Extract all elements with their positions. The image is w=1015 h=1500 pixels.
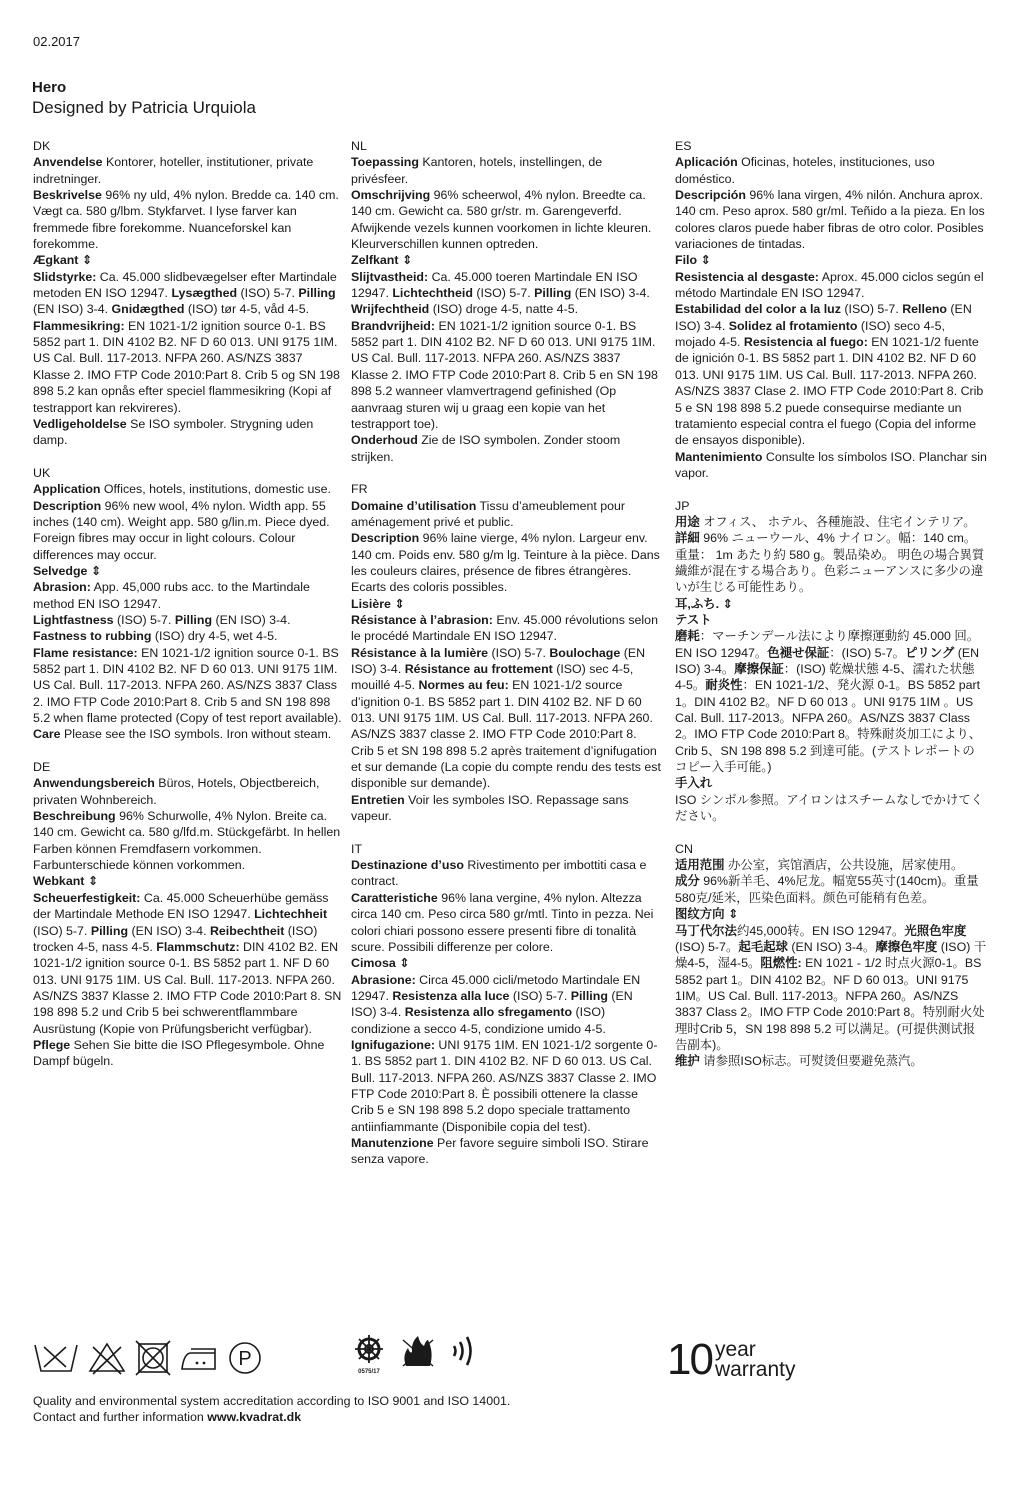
description-text: 96% lana virgen, 4% nilón. Anchura aprox. 140 cm. Peso aprox. 580 gr/ml. Teñido a la pieza. En los colores claros puede haber fibras de otro color. Posibles variaciones de tintadas. <box>675 188 985 252</box>
up-down-arrow-icon: ⇕ <box>81 253 93 268</box>
specs-paragraph <box>351 612 661 792</box>
application-label: Application <box>33 482 101 497</box>
care-paragraph <box>675 449 987 482</box>
light-text: (ISO) 5-7. <box>509 988 571 1003</box>
section-fr <box>351 481 661 824</box>
flame-label: Flammesikring: <box>33 318 125 333</box>
do-not-bleach-icon <box>87 1341 127 1375</box>
description-label: Description <box>351 531 420 546</box>
section-nl <box>351 138 661 465</box>
care-paragraph <box>33 1037 343 1070</box>
up-down-arrow-icon: ⇕ <box>722 596 733 611</box>
description-label: Descripción <box>675 188 746 203</box>
do-not-tumble-dry-icon <box>135 1340 171 1376</box>
specs-paragraph <box>33 579 343 726</box>
iron-low-heat-icon <box>179 1343 219 1373</box>
pilling-label: Relleno <box>902 302 947 317</box>
application-label: Anwendungsbereich <box>33 776 155 791</box>
selvedge-label: Selvedge <box>33 563 88 578</box>
application-label: Destinazione d’uso <box>351 858 464 873</box>
pilling-text: (EN ISO) 3-4. <box>212 612 291 627</box>
description-paragraph <box>351 890 661 955</box>
description-label: 詳細 <box>675 531 700 546</box>
contact-text: Contact and further information <box>33 1410 208 1424</box>
application-paragraph <box>33 775 343 808</box>
pilling-label: Pilling <box>570 988 608 1003</box>
application-paragraph <box>33 154 343 187</box>
abrasion-text: 约45,000转。EN ISO 12947。 <box>736 923 905 938</box>
abrasion-label: Abrasion: <box>33 580 91 595</box>
application-label: 用途 <box>675 514 700 529</box>
pilling-label: Pilling <box>298 286 336 301</box>
pilling-text: (EN ISO) 3-4. <box>675 302 972 333</box>
certification-symbols <box>352 1334 480 1375</box>
care-paragraph <box>351 792 661 825</box>
light-label: Resistenza alla luce <box>392 988 510 1003</box>
selvedge-paragraph <box>33 873 343 889</box>
rubbing-text: (ISO) tør 4-5, våd 4-5. <box>184 302 310 317</box>
abrasion-text: Env. 45.000 révolutions selon le procédé Martindale EN ISO 12947. <box>351 612 658 644</box>
light-text: (ISO) 5-7。 <box>675 939 739 954</box>
abrasion-text: ：マーチンデール法により摩擦運動約 45.000 回。EN ISO 12947。 <box>675 629 980 660</box>
application-text: Rivestimento per imbottiti casa e contract. <box>351 858 647 889</box>
flame-label: Flame resistance: <box>33 645 138 660</box>
light-text: (ISO) 5-7. <box>472 286 535 301</box>
application-label: Toepassing <box>351 155 419 170</box>
care-label: Onderhoud <box>351 433 418 448</box>
rubbing-label: Gnidægthed <box>111 302 185 317</box>
test-label: テスト <box>675 612 712 627</box>
language-code: DK <box>33 139 51 153</box>
care-label: Care <box>33 727 61 742</box>
care-paragraph <box>33 416 343 449</box>
description-paragraph <box>33 498 343 563</box>
flame-text: UNI 9175 1IM. EN 1021-1/2 sorgente 0-1. BS 5852 part 1. DIN 4102 B2. NF D 60 013. US Cal. Bull. 117-2013. NFPA 260. AS/NZS 3837 Classe 2. IMO FTP Code 2010:Part 8. È possibili ottenere la classe Crib 5 e SN 198 898 5.2 dopo speciale trattamento antiinfiammante (Disponibile copia del test). <box>351 1037 658 1134</box>
description-label: Description <box>33 498 102 513</box>
section-it <box>351 841 661 1168</box>
selvedge-paragraph <box>675 252 987 268</box>
light-label: 色褪せ保証 <box>767 645 830 660</box>
description-label: 成分 <box>675 874 700 889</box>
abrasion-label: Slijtvastheid: <box>351 269 429 284</box>
application-paragraph <box>351 857 661 890</box>
abrasion-label: Résistance à l’abrasion: <box>351 612 493 627</box>
pilling-label: Boulochage <box>549 645 621 660</box>
flame-label: Resistencia al fuego: <box>743 335 868 350</box>
application-label: Domaine d’utilisation <box>351 498 477 513</box>
flame-text: EN 1021-1/2 fuente de ignición 0-1. BS 5852 part 1. DIN 4102 B2. NF D 60 013. UNI 9175 1IM. US Cal. Bull. 117-2013. NFPA 260. AS/NZS 3837 Clase 2. IMO FTP Code 2010:Part 8. Crib 5 e SN 198 898 5.2 puede consequirse mediante un tratamiento especial contra el fuego (Copia del informe de ensayos disponible). <box>675 335 984 448</box>
abrasion-text: Ca. 45.000 Scheuerhübe gemäss der Martindale Methode EN ISO 12947. <box>33 890 329 922</box>
abrasion-label: Slidstyrke: <box>33 269 97 284</box>
selvedge-paragraph <box>351 955 661 971</box>
warranty-line-1: year <box>714 1338 756 1361</box>
section-dk <box>33 138 343 449</box>
section-uk <box>33 465 343 743</box>
warranty-text <box>715 1340 796 1380</box>
pilling-label: ピリング <box>904 645 955 660</box>
abrasion-text: Circa 45.000 cicli/metodo Martindale EN 12947. <box>351 972 641 1003</box>
pilling-label: Pilling <box>534 286 572 301</box>
application-paragraph <box>351 498 661 531</box>
selvedge-label: Ægkant <box>33 253 79 268</box>
selvedge-label: 图纹方向 <box>675 907 725 922</box>
selvedge-paragraph <box>675 906 987 922</box>
care-label: 手入れ <box>675 776 713 791</box>
column-2 <box>351 138 661 1184</box>
light-label: Lysægthed <box>171 286 238 301</box>
selvedge-label: 耳,ふち. <box>675 596 720 611</box>
wheel-mark-number: 0575/17 <box>358 1369 380 1375</box>
abrasion-label: 马丁代尔法 <box>675 923 737 938</box>
warranty-years: 10 <box>667 1335 712 1384</box>
selvedge-paragraph <box>351 252 661 268</box>
rubbing-label: Wrijfechtheid <box>351 302 430 317</box>
svg-text:P: P <box>238 1348 252 1370</box>
selvedge-paragraph <box>351 596 661 612</box>
contact-line <box>33 1409 510 1425</box>
application-text: 办公室，宾馆酒店，公共设施，居家使用。 <box>724 858 964 873</box>
language-code: CN <box>675 841 693 856</box>
application-text: オフィス、 ホテル、各種施設、住宅インテリア。 <box>699 514 976 529</box>
footer <box>33 1393 510 1425</box>
selvedge-label: Webkant <box>33 874 85 889</box>
flame-label: 耐炎性 <box>705 678 743 693</box>
flame-label: Ignifugazione: <box>351 1037 435 1052</box>
rubbing-label: Résistance au frottement <box>404 662 553 676</box>
care-text: Sehen Sie bitte die ISO Pflegesymbole. Ohne Dampf bügeln. <box>33 1037 325 1069</box>
description-paragraph <box>675 873 987 906</box>
rubbing-text: (ISO) seco 4-5, mojado 4-5. <box>675 318 945 350</box>
application-paragraph <box>33 481 343 497</box>
pilling-text: (EN ISO) 3-4. <box>571 286 650 301</box>
language-code: UK <box>33 465 51 480</box>
rubbing-text: ：(ISO) 乾燥状態 4-5、濡れた状態 4-5。 <box>675 662 975 693</box>
care-text: Voir les symboles ISO. Repassage sans vapeur. <box>351 792 629 824</box>
care-paragraph <box>351 1135 661 1168</box>
section-es <box>675 138 987 481</box>
light-label: Résistance à la lumière <box>351 645 489 660</box>
language-code: NL <box>351 139 367 153</box>
application-text: Kantoren, hotels, instellingen, de privésfeer. <box>351 155 603 186</box>
marine-wheel-mark-icon <box>352 1334 386 1364</box>
date-label: 02.2017 <box>33 34 80 49</box>
section-jp <box>675 498 987 825</box>
light-text: ：(ISO) 5-7。 <box>829 645 905 660</box>
pilling-text: (EN ISO) 3-4. <box>351 988 633 1020</box>
pilling-label: 起毛起球 <box>738 939 788 954</box>
acoustic-icon <box>450 1334 480 1368</box>
flame-label: Flammschutz: <box>156 939 240 954</box>
product-title: Hero <box>32 79 67 96</box>
rubbing-label: Fastness to rubbing <box>33 629 152 644</box>
language-code: JP <box>675 498 690 513</box>
section-de <box>33 759 343 1070</box>
rubbing-label: Resistenza allo sfregamento <box>404 1005 573 1020</box>
pilling-text: (EN ISO) 3-4. <box>33 302 112 317</box>
rubbing-label: Solidez al frotamiento <box>728 318 858 333</box>
care-label: Manutenzione <box>351 1135 434 1150</box>
description-text: 96% Schurwolle, 4% Nylon. Breite ca. 140 cm. Gewicht ca. 580 g/lfd.m. Stückgefärbt. In hellen Farben können Fremdfasern vorkommen. Farbunterschiede können vorkommen. <box>33 809 341 873</box>
description-paragraph <box>351 187 661 252</box>
pilling-text: (EN ISO) 3-4。 <box>675 645 980 676</box>
care-paragraph <box>33 726 343 742</box>
application-text: Kontorer, hoteller, institutioner, private indretninger. <box>33 155 314 186</box>
care-symbols <box>33 1338 263 1378</box>
care-paragraph <box>675 1053 987 1069</box>
pilling-label: Pilling <box>174 612 213 627</box>
dry-clean-p-icon <box>227 1340 263 1376</box>
care-text: Zie de ISO symbolen. Zonder stoom strijken. <box>351 433 621 464</box>
description-paragraph <box>33 808 343 873</box>
pilling-text: (EN ISO) 3-4。 <box>787 939 876 954</box>
selvedge-paragraph <box>33 563 343 579</box>
light-label: Lichtechheit <box>254 907 328 922</box>
application-paragraph <box>675 514 987 530</box>
application-paragraph <box>675 857 987 873</box>
light-text: (ISO) 5-7. <box>840 302 903 317</box>
flame-retardant-icon <box>400 1334 436 1368</box>
light-text: (ISO) 5-7. <box>237 286 299 301</box>
specs-paragraph <box>351 269 661 432</box>
application-label: Aplicación <box>675 155 738 170</box>
selvedge-paragraph <box>33 252 343 268</box>
test-heading <box>675 612 987 628</box>
specs-paragraph <box>33 890 343 1037</box>
description-label: Beschreibung <box>33 809 116 824</box>
description-paragraph <box>675 530 987 595</box>
selvedge-label: Zelfkant <box>351 253 399 268</box>
description-paragraph <box>351 530 661 595</box>
section-cn <box>675 841 987 1070</box>
up-down-arrow-icon: ⇕ <box>90 563 102 578</box>
up-down-arrow-icon: ⇕ <box>728 907 739 922</box>
light-text: (ISO) 5-7. <box>33 923 91 938</box>
flame-text: DIN 4102 B2. EN 1021-1/2 ignition source 0-1. BS 5852 part 1. NF D 60 013. UNI 9175 1IM. US Cal. Bull. 117-2013. NFPA 260. AS/NZS 3837 Klasse 2. IMO FTP Code 2010:Part 8. SN 198 898 5.2 und Crib 5 bei schwerentflammbare Ausrüstung (Kopie von Prüfungsbericht verfügbar). <box>33 939 342 1036</box>
light-label: Lichtechtheid <box>392 286 473 301</box>
language-code: FR <box>351 482 368 497</box>
do-not-wash-icon <box>33 1341 79 1375</box>
light-label: 光照色牢度 <box>904 923 967 938</box>
rubbing-text: (ISO) condizione a secco 4-5, condizione umido 4-5. <box>351 1005 606 1036</box>
up-down-arrow-icon: ⇕ <box>394 596 405 611</box>
rubbing-text: (ISO) droge 4-5, natte 4-5. <box>429 302 579 317</box>
specs-paragraph <box>351 972 661 1135</box>
description-text: 96% laine vierge, 4% nylon. Largeur env. 140 cm. Poids env. 580 g/m lg. Teinture à la pièce. Dans les couleurs claires, présence de fibres étrangères. Ecarts des coloris possibles. <box>351 531 660 595</box>
abrasion-text: Ca. 45.000 slidbevægelser efter Martindale metoden EN ISO 12947. <box>33 269 337 301</box>
up-down-arrow-icon: ⇕ <box>401 253 413 268</box>
description-label: Caratteristiche <box>351 890 438 905</box>
flame-label: Brandvrijheid: <box>351 318 435 333</box>
application-text: Offices, hotels, institutions, domestic use. <box>100 482 331 497</box>
application-text: Oficinas, hoteles, instituciones, uso doméstico. <box>675 155 935 186</box>
description-text: 96%新羊毛、4%尼龙。幅宽55英寸(140cm)。重量580克/延米，匹染色面料。颜色可能稍有色差。 <box>675 874 979 905</box>
designer-subtitle: Designed by Patricia Urquiola <box>32 98 256 117</box>
accreditation-text: Quality and environmental system accreditation according to ISO 9001 and ISO 14001. <box>33 1394 511 1408</box>
pilling-text: (EN ISO) 3-4. <box>351 645 646 676</box>
application-paragraph <box>351 154 661 187</box>
description-text: 96% ny uld, 4% nylon. Bredde ca. 140 cm. Vægt ca. 580 g/lbm. Stykfarvet. I lyse farver kan fremmede fibre forekomme. Nuanceforskel kan forekomme. <box>33 188 339 252</box>
up-down-arrow-icon: ⇕ <box>399 956 410 971</box>
rubbing-label: 摩擦保証 <box>734 662 784 676</box>
abrasion-label: Scheuerfestigkeit: <box>33 890 141 905</box>
application-label: Anvendelse <box>33 155 103 170</box>
application-text: Büros, Hotels, Objectbereich, privaten Wohnbereich. <box>33 776 320 807</box>
flame-text: EN 1021-1/2 ignition source 0-1. BS 5852 part 1. DIN 4102 B2. NF D 60 013. UNI 9175 1IM. US Cal. Bull. 117-2013. NFPA 260. AS/NZS 3837 Class 2. IMO FTP Code 2010:Part 8. Crib 5 and SN 198 898 5.2 when flame protected (Copy of test report available). <box>33 645 342 726</box>
abrasion-text: Ca. 45.000 toeren Martindale EN ISO 12947. <box>351 269 638 301</box>
care-text: Per favore seguire simboli ISO. Stirare senza vapore. <box>351 1135 649 1167</box>
warranty-line-2: warranty <box>714 1358 796 1381</box>
flame-text: EN 1021-1/2 ignition source 0-1. BS 5852 part 1. DIN 4102 B2. NF D 60 013. UNI 9175 1IM. US Cal. Bull. 117-2013. NFPA 260. AS/NZS 3837 Klasse 2. IMO FTP Code 2010:Part 8. Crib 5 en SN 198 898 5.2 wanneer vlamvertragend gefinished (Op aanvraag sturen wij u graag een kopie van het testrapport toe). <box>351 318 658 431</box>
flame-text: EN 1021 - 1/2 时点火源0-1。BS 5852 part 1。DIN 4102 B2。NF D 60 013。UNI 9175 1IM。US Cal. Bull. 117-2013。NFPA 260。AS/NZS 3837 Class 2。IMO FTP Code 2010:Part 8。特别耐火处理时Crib 5，SN 198 898 5.2 可以满足。(可提供测试报告副本)。 <box>675 956 985 1052</box>
up-down-arrow-icon: ⇕ <box>700 253 711 268</box>
care-label: 维护 <box>675 1054 700 1069</box>
care-label: Vedligeholdelse <box>33 416 127 431</box>
flame-label: Normes au feu: <box>418 678 509 693</box>
description-text: 96% scheerwol, 4% nylon. Breedte ca. 140 cm. Gewicht ca. 580 gr/str. m. Garengeverfd. Afwijkende vezels kunnen voorkomen in lichte kleuren. Kleurverschillen kunnen optreden. <box>351 188 652 252</box>
selvedge-label: Filo <box>675 253 698 268</box>
abrasion-label: Resistencia al desgaste: <box>675 269 819 284</box>
care-text: ISO シンボル参照。アイロンはスチームなしでかけてください。 <box>675 792 984 824</box>
application-text: Tissu d’ameublement pour aménagement privé et public. <box>351 498 626 529</box>
website-link[interactable]: www.kvadrat.dk <box>207 1410 302 1424</box>
flame-label: 阻燃性: <box>760 956 802 971</box>
light-text: (ISO) 5-7. <box>488 645 550 660</box>
rubbing-text: (ISO) sec 4-5, mouillé 4-5. <box>351 662 634 693</box>
application-label: 适用范围 <box>675 858 725 873</box>
pilling-text: (EN ISO) 3-4. <box>128 923 210 938</box>
selvedge-paragraph <box>675 596 987 612</box>
description-label: Omschrijving <box>351 188 431 203</box>
flame-text: ：EN 1021-1/2、発火源 0-1。BS 5852 part 1。DIN 4102 B2。NF D 60 013 。UNI 9175 1IM 。US Cal. Bull. 117-2013。NFPA 260。AS/NZS 3837 Class 2。IMO FTP Code 2010:Part 8。特殊耐炎加工により、Crib 5、SN 198 898 5.2 到達可能。(テストレポートのコピー入手可能。) <box>675 678 982 775</box>
warranty-badge <box>667 1335 796 1384</box>
light-label: Lightfastness <box>33 612 114 627</box>
care-text: Se ISO symboler. Strygning uden damp. <box>33 416 314 448</box>
care-label: Entretien <box>351 792 405 807</box>
description-paragraph <box>33 187 343 252</box>
language-code: ES <box>675 139 692 153</box>
rubbing-label: 摩擦色牢度 <box>875 939 938 954</box>
care-heading <box>675 775 987 791</box>
rubbing-text: (ISO) dry 4-5, wet 4-5. <box>151 629 278 644</box>
flame-text: EN 1021-1/2 ignition source 0-1. BS 5852 part 1. DIN 4102 B2. NF D 60 013. UNI 9175 1IM. US Cal. Bull. 117-2013. NFPA 260. AS/NZS 3837 Klasse 2. IMO FTP Code 2010:Part 8. Crib 5 og SN 198 898 5.2 kan opnås efter speciel flammesikring (Kopi af testrapport kan rekvireres). <box>33 318 340 415</box>
language-code: IT <box>351 841 363 856</box>
description-paragraph <box>675 187 987 252</box>
care-label: Pflege <box>33 1037 71 1052</box>
language-code: DE <box>33 760 51 775</box>
care-label: Mantenimiento <box>675 449 763 464</box>
flame-text: EN 1021-1/2 source d’ignition 0-1. BS 5852 part 1. DIN 4102 B2. NF D 60 013. UNI 9175 1IM. US Cal. Bull. 117-2013. NFPA 260. AS/NZS 3837 classe 2. IMO FTP Code 2010:Part 8. Crib 5 et SN 198 898 5.2 après traitement d’ignifugation et sur demande (La copie du compte rendu des tests est disponible sur demande). <box>351 678 661 791</box>
care-text: Consulte los símbolos ISO. Planchar sin vapor. <box>675 449 987 480</box>
specs-paragraph <box>675 628 987 775</box>
abrasion-label: 磨耗 <box>675 629 700 644</box>
light-text: (ISO) 5-7. <box>113 612 175 627</box>
application-paragraph <box>675 154 987 187</box>
column-3 <box>675 138 987 1086</box>
description-text: 96% new wool, 4% nylon. Width app. 55 inches (140 cm). Weight app. 580 g/lin.m. Piece dyed. Foreign fibres may occur in light colours. Colour differences may occur. <box>33 498 330 562</box>
care-text: 请参照ISO标志。可熨烫但要避免蒸汽。 <box>699 1054 923 1069</box>
care-text: Please see the ISO symbols. Iron without steam. <box>60 727 332 742</box>
selvedge-label: Cimosa <box>351 956 396 971</box>
description-text: 96% lana vergine, 4% nylon. Altezza circa 140 cm. Peso circa 580 gr/mtl. Tinto in pezza. Nei colori chiari possono essere presenti fibre di tonalità scure. Possibili differenze per colore. <box>351 890 654 954</box>
light-label: Estabilidad del color a la luz <box>675 302 841 317</box>
selvedge-label: Lisière <box>351 596 391 611</box>
specs-paragraph <box>675 923 987 1054</box>
rubbing-text: (ISO) trocken 4-5, nass 4-5. <box>33 923 318 954</box>
abrasion-label: Abrasione: <box>351 972 416 987</box>
description-text: 96% ニューウール、4% ナイロン。幅：140 cm。重量： 1m あたり約 580 g。製品染め。 明色の場合異質繊維が混在する場合あり。色彩ニューアンスに多少の違いが生じる可能性あり。 <box>675 531 985 595</box>
care-paragraph <box>675 792 987 825</box>
marine-wheel-mark <box>352 1334 386 1375</box>
description-label: Beskrivelse <box>33 188 102 203</box>
column-1 <box>33 138 343 1086</box>
specs-paragraph <box>33 269 343 416</box>
rubbing-text: (ISO) 干燥4-5，湿4-5。 <box>675 939 987 971</box>
up-down-arrow-icon: ⇕ <box>87 874 99 889</box>
pilling-label: Pilling <box>90 923 129 938</box>
care-paragraph <box>351 432 661 465</box>
specs-paragraph <box>675 269 987 449</box>
abrasion-text: Aprox. 45.000 ciclos según el método Martindale EN ISO 12947. <box>675 269 984 301</box>
abrasion-text: App. 45,000 rubs acc. to the Martindale method EN ISO 12947. <box>33 580 310 611</box>
rubbing-label: Reibechtheit <box>209 923 285 938</box>
